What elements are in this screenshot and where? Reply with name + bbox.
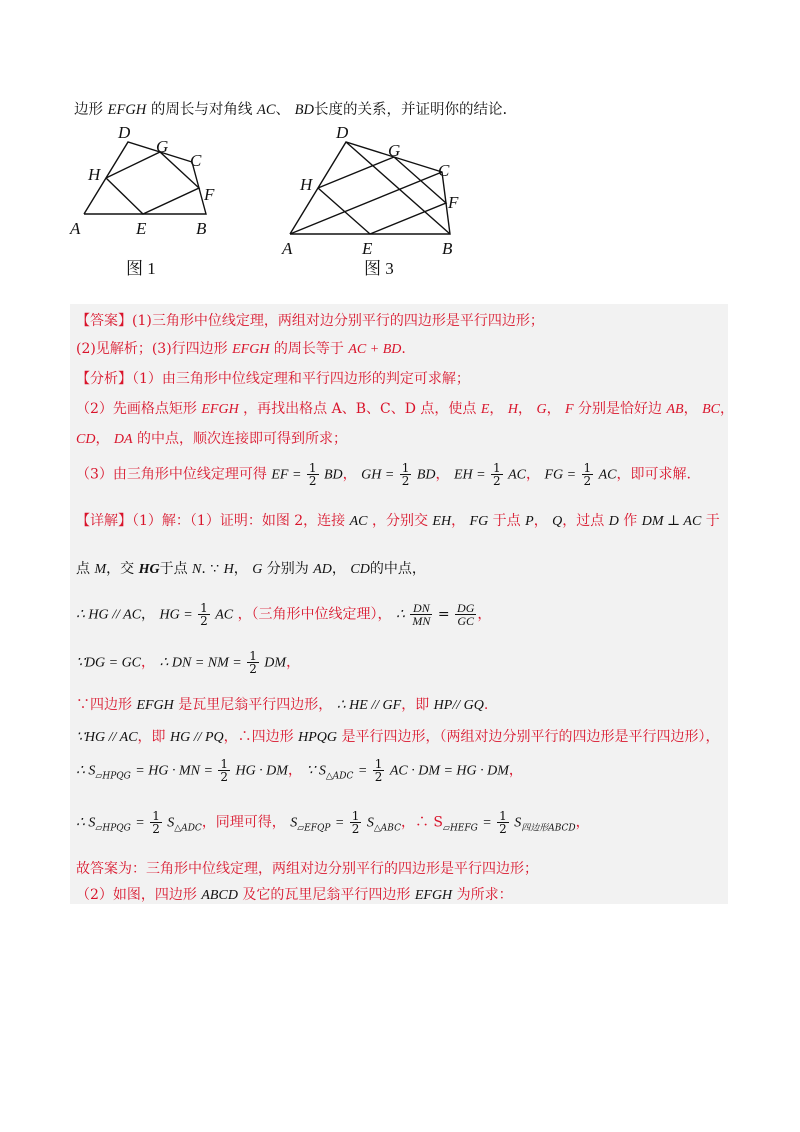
math: BC (702, 402, 720, 417)
fraction (410, 602, 432, 627)
math: = HG · MN = (135, 763, 213, 779)
math: S (366, 815, 374, 831)
math: EFGH (201, 402, 239, 417)
math: AC (349, 514, 368, 529)
analysis-line (76, 462, 691, 487)
fig3-quad-abcd (290, 142, 450, 234)
fraction-den: 2 (493, 474, 501, 488)
analysis-line (76, 398, 734, 418)
fraction-den: 2 (351, 822, 360, 836)
analysis-text: ， (719, 401, 734, 417)
detail-text: . (483, 697, 489, 713)
math: ∴ S (76, 815, 96, 831)
math: EFGH (414, 888, 453, 903)
math: BD (323, 467, 343, 483)
intro-text: 长度的关系，并证明你的结论. (313, 102, 508, 118)
fig3-label-d: D (336, 123, 349, 142)
analysis-text: （3）由三角形中位线定理可得 (76, 466, 267, 483)
math: ∵HG // AC (76, 730, 138, 745)
fig3-caption: 图 3 (364, 259, 394, 278)
detail-text: ， (233, 561, 248, 577)
fraction-num: 1 (249, 649, 257, 663)
math: F (565, 402, 574, 417)
math-sub: ▱EFQP (297, 823, 331, 834)
math: ∵DG = GC (76, 655, 142, 671)
math: ∴ HG // AC (76, 607, 142, 623)
math-sub: △ABC (373, 823, 401, 834)
detail-text: ，∴四边形 (223, 729, 294, 745)
math-sum: AC + BD (348, 342, 402, 357)
math-sub: 四边形ABCD (521, 823, 576, 834)
figure-1 (66, 122, 236, 284)
detail-text: 作 (623, 513, 638, 529)
math: AC (508, 467, 526, 483)
detail-text: ，（三角形中位线定理）， (237, 606, 392, 623)
fraction (307, 462, 319, 487)
math: S (290, 815, 298, 831)
math-sub: ▱HPQG (95, 771, 131, 782)
detail-line (76, 558, 426, 578)
analysis-line (76, 368, 470, 388)
math: ∴ DN = NM = (159, 655, 242, 671)
math: HPQG (298, 730, 338, 745)
fig1-label-a: A (70, 219, 81, 238)
conclusion-line (76, 858, 538, 878)
fig3-label-h: H (300, 175, 313, 194)
math: CD (350, 562, 370, 577)
detail-text: 于 (705, 513, 720, 529)
math: AC · DM = HG · DM (389, 763, 509, 779)
detail-text: ， (575, 814, 590, 831)
detail-text: 是平行四边形，（两组对边分别平行的四边形是平行四边形）， (341, 729, 720, 745)
analysis-text: 【分析】（1）由三角形中位线定理和平行四边形的判定可求解； (76, 371, 470, 387)
answer-line (76, 338, 406, 358)
math: DM (264, 655, 287, 671)
fraction (491, 462, 503, 487)
fig1-quad-efgh (106, 152, 199, 214)
answer-text: 的周长等于 (273, 341, 344, 357)
fraction (582, 462, 594, 487)
detail-line (76, 602, 491, 627)
analysis-text: ， (435, 466, 450, 483)
fraction-num: 1 (493, 461, 501, 475)
fraction-den: 2 (583, 474, 592, 488)
math: FG = (544, 467, 577, 483)
fig1-label-h: H (88, 165, 101, 184)
detail-line (76, 694, 488, 714)
math-sub: ▱HEFG (443, 823, 478, 834)
analysis-text: ， (342, 466, 357, 483)
answer-text: . (401, 341, 406, 357)
detail-text: ，即 (137, 729, 166, 745)
math: GH = (361, 467, 395, 483)
fraction-num: DG (457, 601, 475, 615)
fraction (218, 758, 230, 783)
math: DA (113, 432, 133, 447)
fraction-num: 1 (499, 809, 507, 823)
intro-bd: BD (294, 102, 314, 118)
fraction-den: 2 (308, 474, 317, 488)
math: EH = (453, 467, 486, 483)
detail-text: 【详解】（1）解：（1）证明：如图 2，连接 (76, 513, 346, 529)
math: AC (215, 607, 234, 623)
fraction-den: 2 (152, 822, 160, 836)
fig3-diagonal-ac (290, 172, 442, 234)
conclusion-text: 故答案为：三角形中位线定理，两组对边分别平行的四边形是平行四边形； (76, 861, 538, 877)
math-sub: △ADC (174, 823, 202, 834)
fraction-num: 1 (308, 461, 317, 475)
math: HG (138, 562, 160, 577)
fig1-caption: 图 1 (126, 259, 156, 278)
conclusion-text: （2）如图，四边形 (76, 887, 197, 903)
fraction (150, 810, 162, 835)
math: HG · DM (235, 763, 288, 779)
detail-text: 是瓦里尼翁平行四边形， (178, 697, 333, 713)
detail-text: ， (533, 513, 548, 529)
fig1-label-c: C (190, 151, 202, 170)
detail-text: 于点 (159, 561, 188, 577)
fraction (198, 602, 210, 627)
math: ∴ HE // GF (336, 698, 402, 713)
math: HG = (159, 607, 193, 623)
math: FG (469, 514, 489, 529)
math: EF = (271, 467, 302, 483)
math-sub: ▱HPQG (95, 823, 131, 834)
fraction (373, 758, 385, 783)
conclusion-line (76, 884, 513, 904)
math: HP// GQ (433, 698, 484, 713)
math: AD (313, 562, 332, 577)
fig1-label-f: F (204, 185, 215, 204)
math: ∴ S (76, 763, 96, 779)
math: S (514, 815, 522, 831)
analysis-text: ，再找出格点 A、B、C、D 点，使点 (243, 401, 477, 417)
fraction-num: 1 (401, 461, 410, 475)
intro-text: 的周长与对角线 (150, 102, 253, 118)
math: EFGH (136, 698, 174, 713)
detail-text: ∵四边形 (76, 697, 132, 713)
intro-quad: EFGH (107, 102, 147, 118)
math: H (223, 562, 234, 577)
answer-panel (70, 304, 734, 904)
math: DM ⊥ AC (641, 514, 702, 529)
detail-text: 分别为 (266, 561, 309, 577)
analysis-text: ， (526, 466, 540, 483)
math: Q (552, 514, 563, 529)
conclusion-text: 为所求： (456, 887, 513, 903)
fraction-num: 1 (200, 601, 208, 615)
math: H (507, 402, 518, 417)
detail-text: ， (331, 561, 346, 577)
fraction-den: 2 (499, 822, 507, 836)
math: CD (76, 432, 96, 447)
detail-line (76, 726, 719, 746)
math: = (135, 815, 145, 831)
analysis-text: ， (95, 431, 110, 447)
fig1-label-e: E (136, 219, 147, 238)
math: EH (432, 514, 452, 529)
intro-text: 边形 (74, 102, 103, 118)
math: AB (666, 402, 684, 417)
math: HG // PQ (170, 730, 224, 745)
fraction-num: 1 (374, 757, 383, 771)
fraction-den: 2 (374, 770, 383, 784)
fig3-quad-efgh (318, 157, 446, 234)
fraction-num: 1 (351, 809, 360, 823)
fraction-den: MN (412, 614, 431, 628)
fraction-den: 2 (401, 474, 410, 488)
fraction (350, 810, 362, 835)
fraction (400, 462, 412, 487)
fraction-den: GC (457, 614, 475, 628)
fraction (455, 602, 476, 627)
analysis-text: ， (546, 401, 561, 417)
figure-3 (278, 122, 478, 284)
intro-sep: 、 (275, 102, 291, 118)
math: = (482, 815, 492, 831)
fraction-den: 2 (200, 614, 208, 628)
detail-line (76, 650, 300, 675)
fraction-num: 1 (583, 461, 592, 475)
answer-line (76, 310, 544, 330)
detail-line (76, 810, 590, 835)
analysis-text: 分别是恰好边 (578, 401, 663, 417)
math: ∵ S (306, 763, 326, 779)
math: = (357, 763, 368, 779)
detail-text: ，过点 (562, 513, 605, 529)
analysis-text: ， (489, 401, 504, 417)
analysis-text: （2）先画格点矩形 (76, 401, 197, 417)
detail-text: 于点 (492, 513, 521, 529)
intro-line (74, 98, 507, 119)
math: S (167, 815, 175, 831)
detail-text: ， (451, 513, 466, 529)
fig3-label-c: C (438, 161, 450, 180)
analysis-text: ， (683, 401, 698, 417)
analysis-text: ， (518, 401, 532, 417)
math: G (252, 562, 263, 577)
detail-text: . ∵ (201, 561, 220, 577)
fig3-label-a: A (282, 239, 293, 258)
math-quad: EFGH (232, 342, 270, 357)
detail-text: ，交 (106, 561, 135, 577)
fraction-num: 1 (152, 809, 160, 823)
detail-text: ，即 (401, 697, 430, 713)
detail-text: 的中点， (369, 561, 426, 577)
fraction-num: 1 (220, 757, 228, 771)
detail-line (76, 510, 720, 530)
detail-text: ， (477, 606, 492, 623)
math-sub: △ADC (325, 771, 354, 782)
math: D (608, 514, 619, 529)
fraction-den: 2 (220, 770, 228, 784)
analysis-line (76, 428, 347, 448)
detail-text: ， (286, 654, 301, 671)
detail-text: 点 (76, 561, 90, 577)
intro-ac: AC (257, 102, 276, 118)
math: N (192, 562, 202, 577)
math: ABCD (201, 888, 238, 903)
detail-line (76, 758, 523, 783)
fig1-label-d: D (118, 123, 131, 142)
fig1-label-g: G (156, 137, 169, 156)
detail-text: ，同理可得， (201, 814, 286, 831)
math: ∴ (396, 607, 405, 623)
answer-text: 【答案】(1)三角形中位线定理，两组对边分别平行的四边形是平行四边形； (76, 313, 544, 329)
fraction (247, 650, 259, 675)
detail-text: ，分别交 (371, 513, 428, 529)
math: AC (598, 467, 617, 483)
detail-text: ， (141, 606, 156, 623)
math: BD (416, 467, 436, 483)
fig3-label-b: B (442, 239, 453, 258)
math: = (437, 606, 450, 623)
fraction (497, 810, 509, 835)
detail-text: ，∴ S (400, 814, 444, 831)
fraction-den: 2 (249, 662, 257, 676)
math: E (480, 402, 490, 417)
math: M (94, 562, 107, 577)
detail-text: ， (141, 654, 156, 671)
fig3-label-f: F (448, 193, 459, 212)
detail-text: ， (508, 762, 523, 779)
analysis-text: ，即可求解. (616, 466, 691, 483)
math: P (525, 514, 534, 529)
math: = (334, 815, 345, 831)
fig1-label-b: B (196, 219, 207, 238)
conclusion-text: 及它的瓦里尼翁平行四边形 (242, 887, 411, 903)
fig3-label-e: E (362, 239, 373, 258)
analysis-text: 的中点，顺次连接即可得到所求； (137, 431, 348, 447)
fig3-label-g: G (388, 141, 401, 160)
detail-text: ， (287, 762, 302, 779)
answer-text: (2)见解析；(3)行四边形 (76, 341, 228, 357)
fraction-num: DN (410, 602, 432, 615)
math: G (536, 402, 547, 417)
